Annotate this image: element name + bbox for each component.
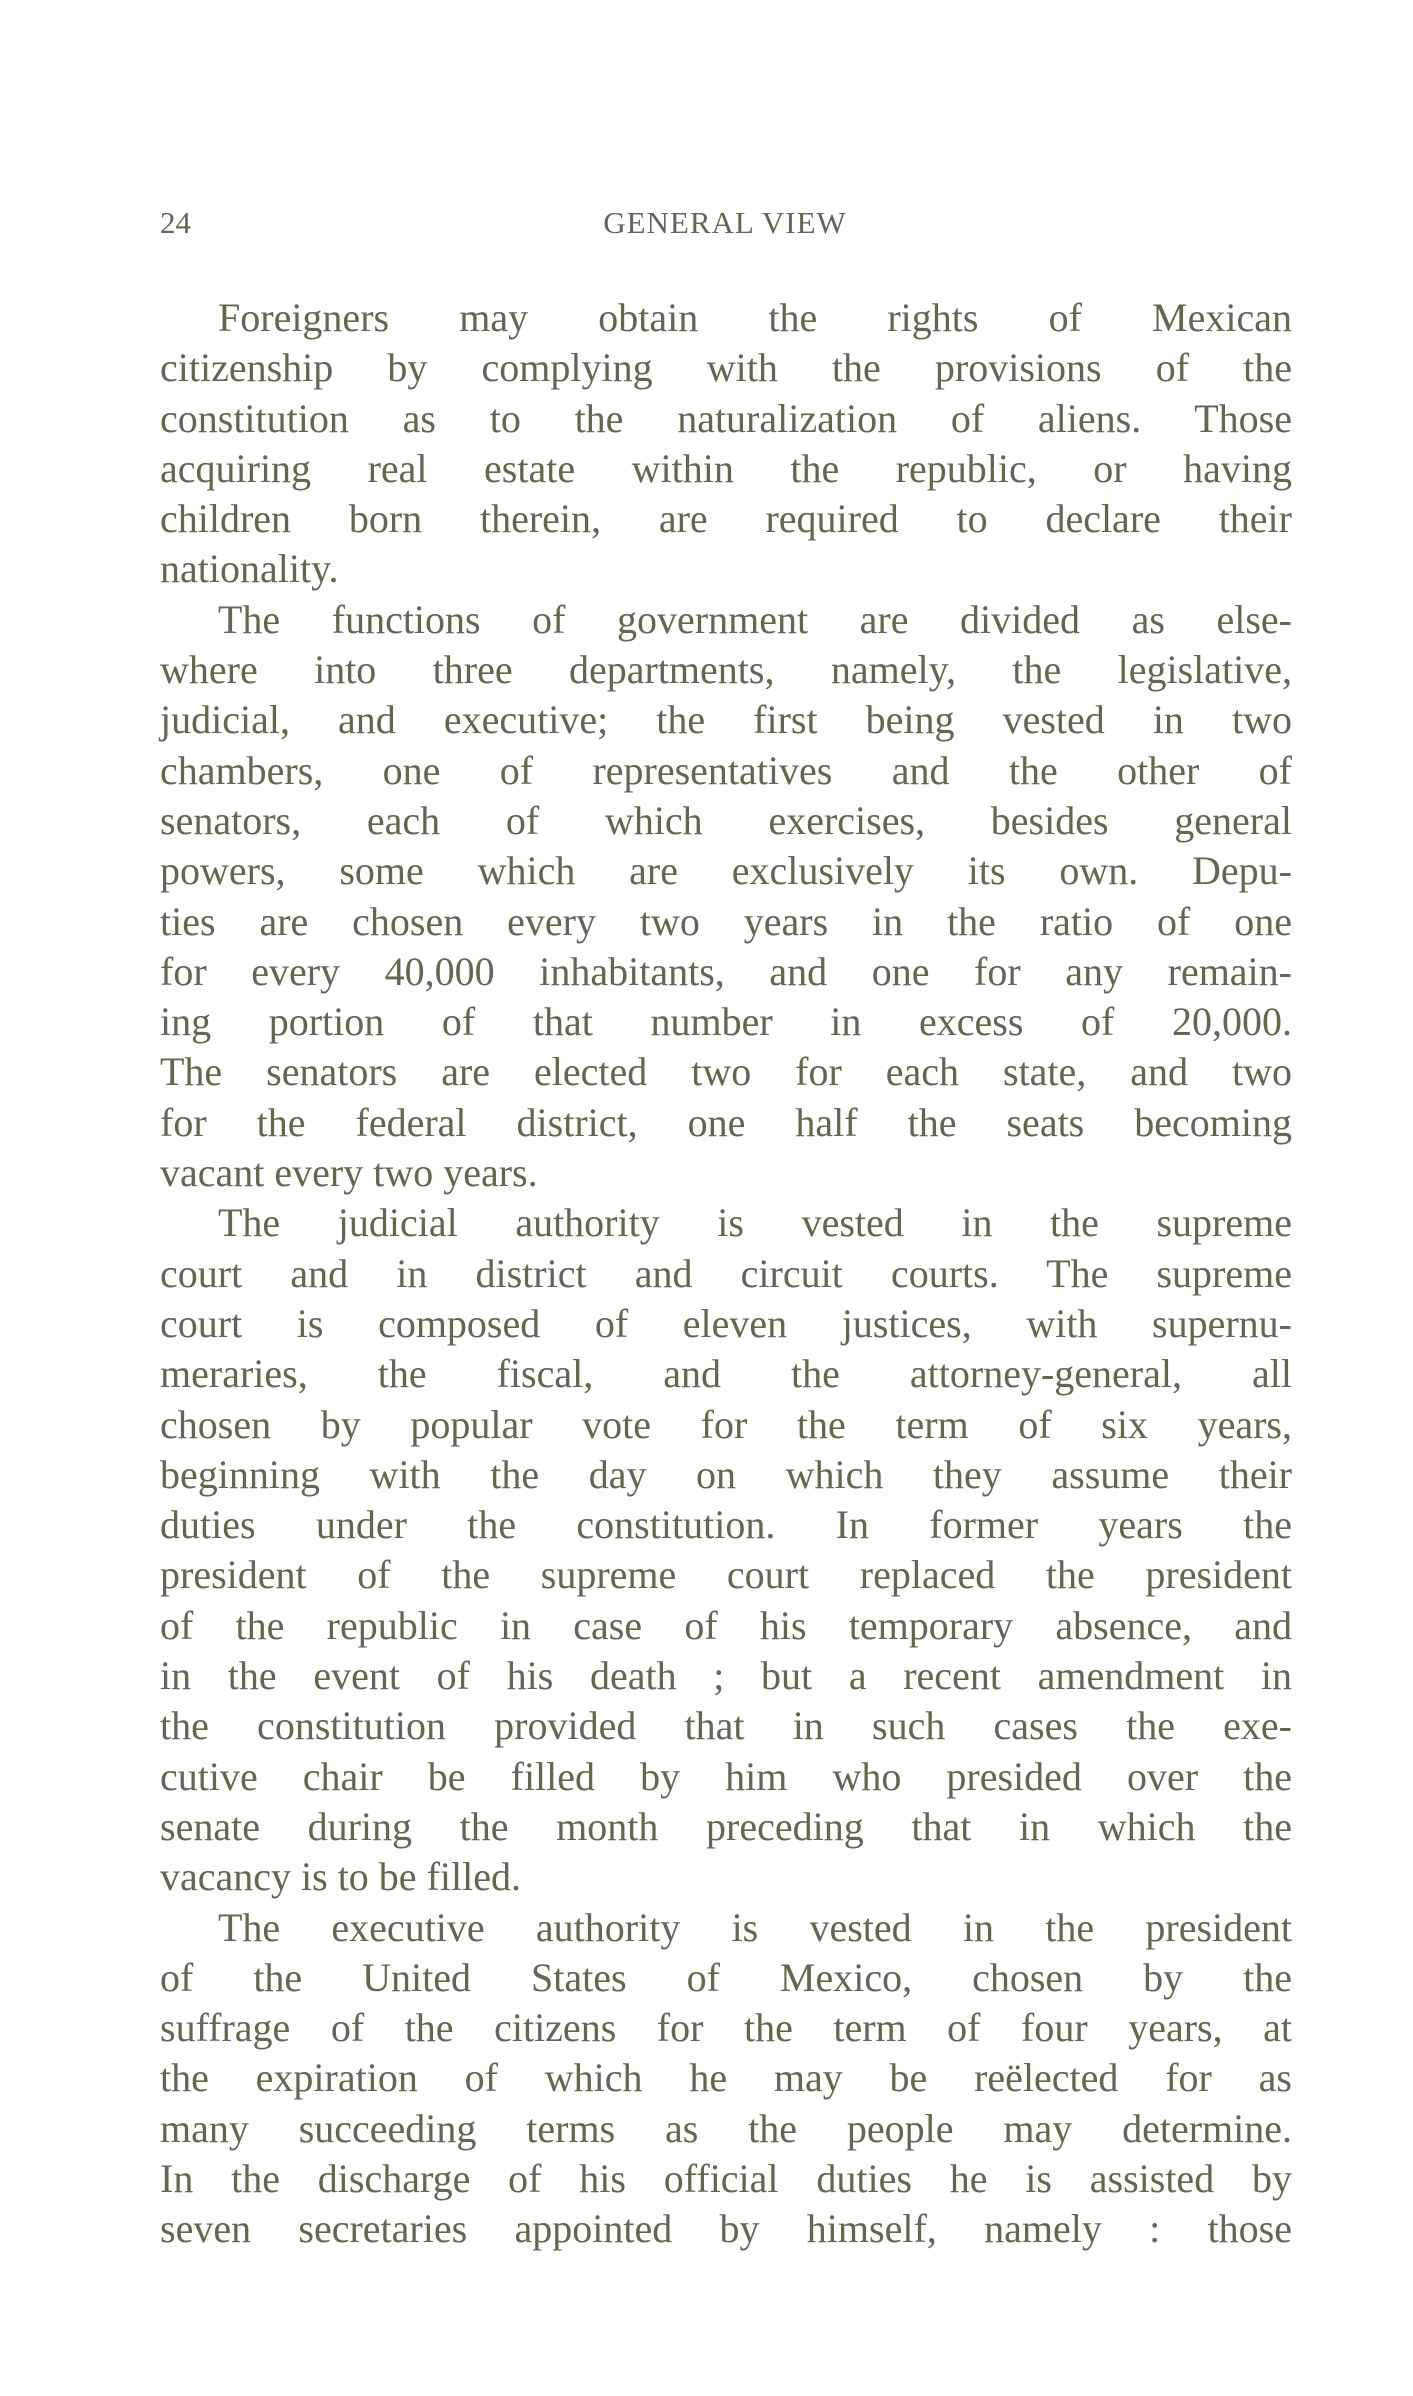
text-line: the expiration of which he may be reëlected for as <box>160 2055 1292 2101</box>
text-line: suffrage of the citizens for the term of four years, at <box>160 2005 1292 2051</box>
text-line: beginning with the day on which they assume their <box>160 1451 1292 1497</box>
paragraph <box>160 1198 1292 1902</box>
text-line: president of the supreme court replaced the president <box>160 1552 1292 1598</box>
body-text <box>160 293 1292 2255</box>
text-line: in the event of his death ; but a recent amendment in <box>160 1653 1292 1699</box>
text-line: many succeeding terms as the people may determine. <box>160 2105 1292 2151</box>
paragraph <box>160 1903 1292 2255</box>
text-line: Foreigners may obtain the rights of Mexican <box>218 295 1292 340</box>
page-number: 24 <box>160 205 191 240</box>
text-line: duties under the constitution. In former years the <box>160 1502 1292 1548</box>
text-line: vacant every two years. <box>160 1150 538 1196</box>
text-line: where into three departments, namely, the legislative, <box>160 647 1292 693</box>
text-line: cutive chair be filled by him who presided over the <box>160 1753 1292 1799</box>
text-line: for every 40,000 inhabitants, and one for any remain- <box>160 948 1292 994</box>
text-line: of the republic in case of his temporary absence, and <box>160 1602 1292 1648</box>
paragraph <box>160 293 1292 595</box>
text-line: The judicial authority is vested in the supreme <box>218 1200 1292 1246</box>
text-line: constitution as to the naturalization of aliens. Those <box>160 395 1292 441</box>
text-line: children born therein, are required to declare their <box>160 496 1292 542</box>
text-line: for the federal district, one half the seats becoming <box>160 1099 1292 1145</box>
text-line: of the United States of Mexico, chosen by the <box>160 1954 1292 2000</box>
running-head: GENERAL VIEW <box>603 205 847 240</box>
text-line: court and in district and circuit courts. The supreme <box>160 1250 1292 1296</box>
text-line: vacancy is to be filled. <box>160 1854 521 1900</box>
text-line: seven secretaries appointed by himself, namely : those <box>160 2206 1292 2252</box>
text-line: The executive authority is vested in the president <box>218 1904 1292 1950</box>
text-line: acquiring real estate within the republic, or having <box>160 445 1292 491</box>
text-line: chosen by popular vote for the term of six years, <box>160 1401 1292 1447</box>
text-line: The functions of government are divided as else- <box>218 596 1292 642</box>
text-line: ing portion of that number in excess of 20,000. <box>160 999 1292 1045</box>
text-line: In the discharge of his official duties he is assisted by <box>160 2155 1292 2201</box>
text-line: senate during the month preceding that in which the <box>160 1803 1292 1849</box>
paragraph <box>160 595 1292 1199</box>
text-line: powers, some which are exclusively its own. Depu- <box>160 848 1292 894</box>
text-line: the constitution provided that in such cases the exe- <box>160 1703 1292 1749</box>
text-line: meraries, the fiscal, and the attorney-general, all <box>160 1351 1292 1397</box>
text-line: citizenship by complying with the provisions of the <box>160 345 1292 391</box>
text-line: ties are chosen every two years in the ratio of one <box>160 898 1292 944</box>
text-line: chambers, one of representatives and the other of <box>160 747 1292 793</box>
text-line: court is composed of eleven justices, with supernu- <box>160 1300 1292 1346</box>
text-line: The senators are elected two for each state, and two <box>160 1049 1292 1095</box>
page-header <box>160 205 1290 245</box>
text-line: judicial, and executive; the first being vested in two <box>160 697 1292 743</box>
text-line: senators, each of which exercises, besides general <box>160 797 1292 843</box>
text-line: nationality. <box>160 546 339 592</box>
